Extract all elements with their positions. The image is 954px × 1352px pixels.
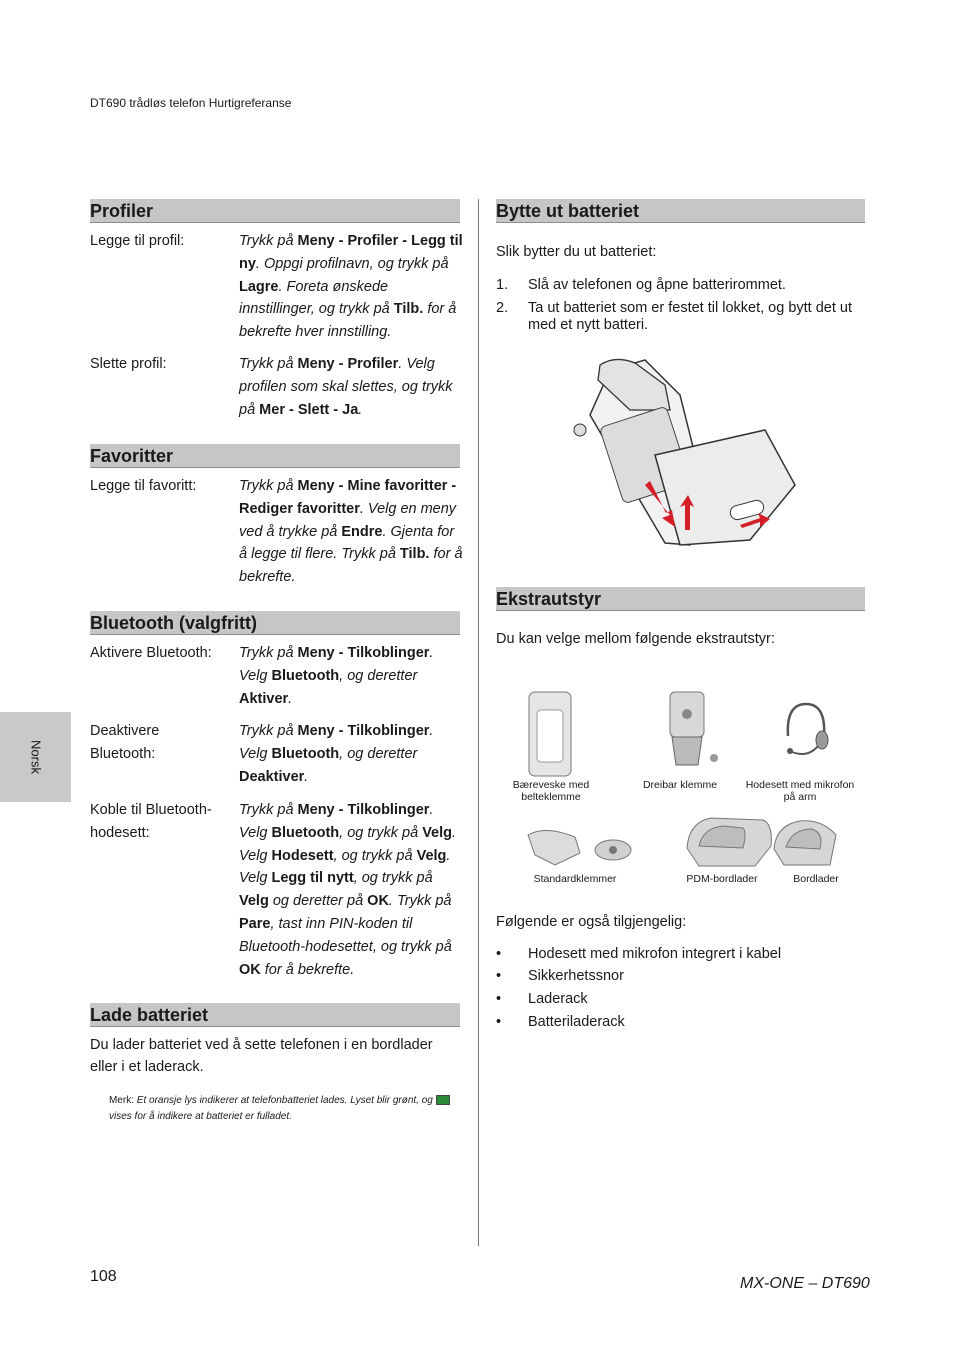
language-side-tab bbox=[0, 712, 71, 802]
row-desc-add-profile: Trykk på Meny - Profiler - Legg til ny. Oppgi profilnavn, og trykk på Lagre. Foreta ønskede innstillinger, og trykk på Tilb. for å bekrefte hver innstilling. bbox=[239, 233, 463, 341]
row-label-add-favorite: Legge til favoritt: bbox=[90, 478, 197, 494]
battery-intro: Slik bytter du ut batteriet: bbox=[496, 244, 657, 260]
row-desc-delete-profile: Trykk på Meny - Profiler. Velg profilen som skal slettes, og trykk på Mer - Slett - Ja. bbox=[239, 356, 453, 418]
row-label-bt-activate: Aktivere Bluetooth: bbox=[90, 645, 212, 661]
row-desc-bt-activate: Trykk på Meny - Tilkoblinger. Velg Bluetooth, og deretter Aktiver. bbox=[239, 645, 434, 707]
accessory-label-swivel-clip: Dreibar klemme bbox=[642, 779, 718, 791]
row-desc-bt-headset: Trykk på Meny - Tilkoblinger. Velg Bluetooth, og trykk på Velg. Velg Hodesett, og trykk på Velg. Velg Legg til nytt, og trykk på Velg og deretter på OK. Trykk på Pare, tast inn PIN-koden til Bluetooth-hodesettet, og trykk på OK for å bekrefte. bbox=[239, 802, 457, 978]
accessory-label-standard-clips: Standardklemmer bbox=[533, 873, 617, 885]
desktop-charger-image bbox=[770, 815, 842, 870]
side-tab-label: Norsk bbox=[28, 740, 44, 774]
footer-product-title: MX-ONE – DT690 bbox=[740, 1275, 870, 1292]
section-header-favoritter: Favoritter bbox=[90, 444, 460, 468]
accessories-intro: Du kan velge mellom følgende ekstrautstyr: bbox=[496, 631, 775, 647]
section-header-bytte: Bytte ut batteriet bbox=[496, 199, 865, 223]
page-header: DT690 trådløs telefon Hurtigreferanse bbox=[90, 96, 292, 110]
row-desc-bt-deactivate: Trykk på Meny - Tilkoblinger. Velg Bluetooth, og deretter Deaktiver. bbox=[239, 723, 434, 785]
charging-note: Merk: Et oransje lys indikerer at telefonbatteriet lades. Lyset blir grønt, og vises for å indikere at batteriet er fulladet. bbox=[109, 1093, 459, 1125]
section-header-ekstra: Ekstrautstyr bbox=[496, 587, 865, 611]
carrying-case-image bbox=[525, 690, 575, 778]
row-label-bt-headset: Koble til Bluetooth-hodesett: bbox=[90, 802, 212, 841]
standard-clips-image bbox=[525, 825, 635, 870]
charging-paragraph: Du lader batteriet ved å sette telefonen i en bordlader eller i et laderack. bbox=[90, 1037, 433, 1075]
accessory-label-carrying-case: Bæreveske med belteklemme bbox=[512, 779, 590, 803]
also-available-text: Følgende er også tilgjengelig: bbox=[496, 914, 687, 930]
battery-full-icon bbox=[436, 1095, 450, 1105]
swivel-clip-image bbox=[662, 690, 722, 770]
accessory-label-pdm-charger: PDM-bordlader bbox=[686, 873, 758, 885]
section-header-bluetooth: Bluetooth (valgfritt) bbox=[90, 611, 460, 635]
row-desc-add-favorite: Trykk på Meny - Mine favoritter - Rediger favoritter. Velg en meny ved å trykke på Endre. Gjenta for å legge til flere. Trykk på Tilb. for å bekrefte. bbox=[239, 478, 463, 586]
row-label-bt-deactivate: Deaktivere Bluetooth: bbox=[90, 723, 160, 762]
accessory-label-desktop-charger: Bordlader bbox=[793, 873, 839, 885]
column-divider bbox=[478, 199, 479, 1246]
pdm-desktop-charger-image bbox=[683, 812, 775, 870]
boom-headset-image bbox=[780, 700, 832, 762]
row-label-add-profile: Legge til profil: bbox=[90, 233, 185, 249]
section-header-lade: Lade batteriet bbox=[90, 1003, 460, 1027]
battery-replacement-illustration bbox=[570, 355, 805, 550]
page-number: 108 bbox=[90, 1268, 117, 1285]
row-label-delete-profile: Slette profil: bbox=[90, 356, 167, 372]
section-header-profiler: Profiler bbox=[90, 199, 460, 223]
accessory-label-boom-headset: Hodesett med mikrofon på arm bbox=[745, 779, 855, 803]
